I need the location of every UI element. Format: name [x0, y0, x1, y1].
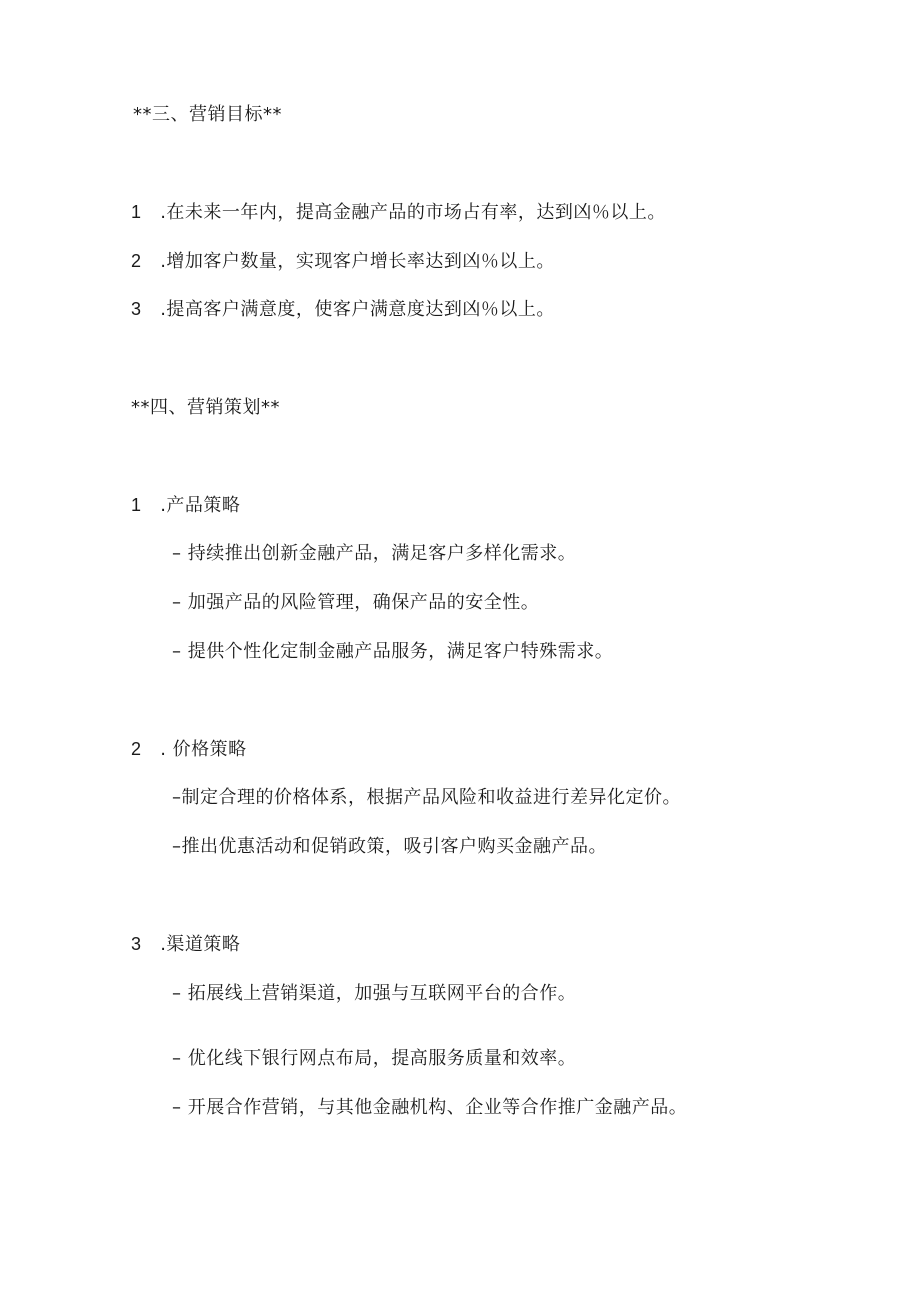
- goal-text: .提高客户满意度，使客户满意度达到凶％以上。: [160, 299, 555, 320]
- plan-heading: **四、营销策划**: [131, 397, 280, 418]
- goal-number: 2: [131, 251, 142, 271]
- goal-item-1: [131, 200, 666, 225]
- section-title: . 价格策略: [160, 739, 247, 760]
- product-item-1: – 持续推出创新金融产品，满足客户多样化需求。: [172, 543, 577, 564]
- section-number: 3: [131, 934, 142, 954]
- product-item-3: – 提供个性化定制金融产品服务，满足客户特殊需求。: [172, 641, 614, 662]
- goal-number: 3: [131, 299, 142, 319]
- channel-item-2: – 优化线下银行网点布局，提高服务质量和效率。: [172, 1048, 577, 1069]
- channel-strategy-title: [131, 932, 240, 957]
- product-strategy-title: [131, 493, 240, 518]
- goal-item-2: [131, 249, 555, 274]
- section-number: 2: [131, 739, 142, 759]
- goal-text: .增加客户数量，实现客户增长率达到凶％以上。: [160, 251, 555, 272]
- channel-item-3: – 开展合作营销，与其他金融机构、企业等合作推广金融产品。: [172, 1097, 688, 1118]
- section-number: 1: [131, 495, 142, 515]
- product-item-2: – 加强产品的风险管理，确保产品的安全性。: [172, 592, 540, 613]
- goal-item-3: [131, 297, 555, 322]
- price-item-1: –制定合理的价格体系，根据产品风险和收益进行差异化定价。: [172, 787, 681, 808]
- price-item-2: –推出优惠活动和促销政策，吸引客户购买金融产品。: [172, 836, 607, 857]
- price-strategy-title: [131, 737, 247, 762]
- goal-text: .在未来一年内，提高金融产品的市场占有率，达到凶％以上。: [160, 202, 666, 223]
- goal-number: 1: [131, 202, 142, 222]
- section-title: .渠道策略: [160, 934, 241, 955]
- section-title: .产品策略: [160, 495, 241, 516]
- channel-item-1: – 拓展线上营销渠道，加强与互联网平台的合作。: [172, 983, 577, 1004]
- goals-heading: **三、营销目标**: [133, 104, 282, 125]
